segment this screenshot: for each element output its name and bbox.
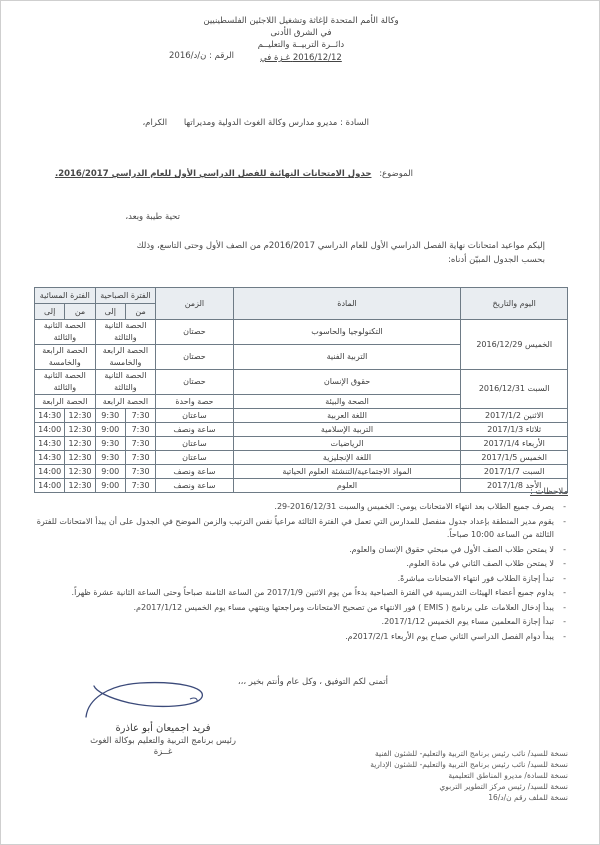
cell-morning-from: 7:30 — [125, 437, 155, 451]
cell-duration: ساعتان — [156, 437, 233, 451]
cell-duration: حصة واحدة — [156, 395, 233, 409]
cell-duration: ساعة ونصف — [156, 465, 233, 479]
cell-morning-slot: الحصة الثانية والثالثة — [95, 370, 156, 395]
header-evening-from: من — [65, 304, 95, 320]
cell-morning-to: 9:30 — [95, 409, 125, 423]
cc-item: نسخة للسيد/ نائب رئيس برنامج التربية والتعليم- للشئون الإدارية — [370, 760, 568, 769]
table-row — [35, 465, 568, 479]
exam-schedule-table-wrapper — [34, 287, 568, 493]
cell-evening-from: 12:30 — [65, 465, 95, 479]
note-text: يبدأ دوام الفصل الدراسي الثاني صباح يوم الأربعاء 2017/2/1م. — [345, 631, 554, 641]
place-date-row — [1, 51, 600, 64]
cell-morning-to: 9:00 — [95, 465, 125, 479]
cell-evening-from: 12:30 — [65, 409, 95, 423]
table-row — [35, 423, 568, 437]
intro-line-2: بحسب الجدول المبيّن أدناه: — [448, 255, 545, 265]
cell-subject: الرياضيات — [233, 437, 461, 451]
reference-value: ن/د/2016 — [169, 51, 207, 61]
greeting-line: تحية طيبة وبعد، — [125, 212, 180, 222]
cell-subject: الصحة والبيئة — [233, 395, 461, 409]
cell-evening-to: 14:30 — [35, 437, 65, 451]
cell-morning-from: 7:30 — [125, 423, 155, 437]
cell-day-date: السبت 2017/1/7 — [461, 465, 568, 479]
bullet-dash-icon: - — [563, 602, 566, 612]
cell-subject: التربية الإسلامية — [233, 423, 461, 437]
signature-block — [55, 677, 271, 757]
cell-day-date: الاثنين 2017/1/2 — [461, 409, 568, 423]
header-subject: المادة — [233, 288, 461, 320]
cell-day-date: الأحد 2017/1/8 — [461, 479, 568, 493]
table-row — [35, 409, 568, 423]
header-evening-period: الفترة المسائية — [35, 288, 96, 304]
department-name: دائــرة التربيــة والتعليــم — [257, 40, 345, 50]
cc-item: نسخة للملف رقم ن/د/16 — [488, 793, 568, 802]
cell-day-date: الأربعاء 2017/1/4 — [461, 437, 568, 451]
bullet-dash-icon: - — [563, 502, 566, 511]
addressee-label: السادة : — [340, 118, 369, 128]
notes-list — [34, 500, 568, 643]
cell-day-date: الخميس 2016/12/29 — [461, 320, 568, 370]
cell-morning-slot: الحصة الثانية والثالثة — [95, 320, 156, 345]
header-morning-period: الفترة الصباحية — [95, 288, 156, 304]
cell-morning-from: 7:30 — [125, 465, 155, 479]
table-header-row-1 — [35, 288, 568, 304]
cc-distribution-list — [288, 748, 568, 803]
bullet-dash-icon: - — [563, 617, 566, 626]
note-item — [34, 572, 568, 586]
bullet-dash-icon: - — [563, 544, 566, 554]
notes-section — [34, 487, 568, 644]
signer-city: غــزة — [153, 747, 173, 757]
cell-duration: حصتان — [156, 320, 233, 345]
cell-evening-to: 14:30 — [35, 409, 65, 423]
note-item — [34, 515, 568, 542]
note-item — [34, 586, 568, 600]
cell-duration: حصتان — [156, 345, 233, 370]
cell-evening-from: 12:30 — [65, 437, 95, 451]
cell-evening-from: 12:30 — [65, 423, 95, 437]
signer-title: رئيس برنامج التربية والتعليم بوكالة الغوث — [90, 736, 236, 746]
intro-line-1: إليكم مواعيد امتحانات نهاية الفصل الدراسي الأول للعام الدراسي 2016/2017م من الصف الأول وحتى التاسع، وذلك — [136, 241, 545, 251]
exam-schedule-table — [34, 287, 568, 493]
subject-value: جدول الامتحانات النهائية للفصل الدراسي الأول للعام الدراسي 2016/2017. — [54, 169, 372, 179]
cell-evening-to: 14:00 — [35, 479, 65, 493]
cell-subject: التربية الفنية — [233, 345, 461, 370]
cell-duration: ساعة ونصف — [156, 479, 233, 493]
cc-item: نسخة للسيد/ نائب رئيس برنامج التربية والتعليم- للشئون الفنية — [375, 749, 568, 758]
cell-evening-from: 12:30 — [65, 451, 95, 465]
notes-title: ملاحظات : — [529, 487, 568, 497]
bullet-dash-icon: - — [563, 516, 566, 526]
place-date-value: 2016/12/12 — [292, 53, 342, 63]
cell-evening-to: 14:30 — [35, 451, 65, 465]
addressee-value: مديرو مدارس وكالة الغوث الدولية ومديراتها — [183, 118, 338, 128]
cell-duration: ساعتان — [156, 451, 233, 465]
handwritten-signature-icon — [78, 677, 248, 721]
cell-morning-to: 9:30 — [95, 437, 125, 451]
table-head — [35, 288, 568, 320]
cell-evening-from: 12:30 — [65, 479, 95, 493]
note-text: يداوم جميع أعضاء الهيئات التدريسية في الفترة الصباحية بدءاً من يوم الاثنين 2017/1/9 من الساعة الثامنة صباحاً وحتى الساعة الثانية عشرة ظهراً. — [71, 588, 554, 597]
note-text: يصرف جميع الطلاب بعد انتهاء الامتحانات يومي: الخميس والسبت 2016/12/31-29. — [274, 502, 554, 511]
note-item — [34, 615, 568, 629]
note-item — [34, 500, 568, 514]
cell-evening-slot: الحصة الثانية والثالثة — [35, 370, 96, 395]
table-row — [35, 437, 568, 451]
bullet-dash-icon: - — [563, 588, 566, 597]
cell-morning-to: 9:30 — [95, 451, 125, 465]
table-row — [35, 320, 568, 345]
signer-name: فريد اجميعان أبو عاذرة — [115, 723, 211, 734]
bullet-dash-icon: - — [563, 573, 566, 583]
note-item — [34, 630, 568, 644]
subject-label: الموضوع: — [379, 169, 413, 179]
note-text: يقوم مدير المنطقة بإعداد جدول منفصل للمدارس التي تعمل في الفترة الثالثة مراعياً نفس الترتيب والزمن الموضح في الجدول على أن يبدأ الامتحانات للفترة الثالثة من الساعة 10:00 صباحاً. — [36, 516, 554, 539]
addressee-honorific: الكرام، — [142, 118, 168, 128]
letter-sheet — [1, 1, 600, 845]
note-text: لا يمتحن طلاب الصف الثاني في مادة العلوم. — [406, 559, 554, 568]
cell-morning-to: 9:00 — [95, 479, 125, 493]
place-date — [260, 52, 342, 64]
cell-morning-from: 7:30 — [125, 409, 155, 423]
cell-evening-to: 14:00 — [35, 465, 65, 479]
closing-line: أتمنى لكم التوفيق ، وكل عام وأنتم بخير ،،، — [237, 677, 388, 687]
bullet-dash-icon: - — [563, 559, 566, 568]
organization-line-1: وكالة الأمم المتحدة لإغاثة وتشغيل اللاجئين الفلسطينيين — [203, 16, 399, 26]
subject-line — [55, 169, 413, 179]
cell-morning-slot: الحصة الرابعة — [95, 395, 156, 409]
reference-number — [169, 51, 234, 61]
cell-evening-slot: الحصة الرابعة — [35, 395, 96, 409]
cell-evening-to: 14:00 — [35, 423, 65, 437]
cell-morning-from: 7:30 — [125, 479, 155, 493]
cell-duration: ساعتان — [156, 409, 233, 423]
cell-duration: حصتان — [156, 370, 233, 395]
table-row — [35, 370, 568, 395]
header-duration: الزمن — [156, 288, 233, 320]
cell-subject: التكنولوجيا والحاسوب — [233, 320, 461, 345]
header-day-date: اليوم والتاريخ — [461, 288, 568, 320]
table-body — [35, 320, 568, 493]
cell-evening-slot: الحصة الثانية والثالثة — [35, 320, 96, 345]
note-item — [34, 543, 568, 557]
cell-day-date: السبت 2016/12/31 — [461, 370, 568, 409]
header-morning-from: من — [125, 304, 155, 320]
bullet-dash-icon: - — [563, 631, 566, 641]
intro-paragraph — [35, 239, 545, 267]
cell-morning-to: 9:00 — [95, 423, 125, 437]
note-text: لا يمتحن طلاب الصف الأول في مبحثي حقوق الإنسان والعلوم. — [349, 544, 554, 554]
cell-morning-from: 7:30 — [125, 451, 155, 465]
cell-duration: ساعة ونصف — [156, 423, 233, 437]
cell-subject: اللغة الإنجليزية — [233, 451, 461, 465]
cell-subject: المواد الاجتماعية/التنشئة العلوم الحياتية — [233, 465, 461, 479]
cell-subject: اللغة العربية — [233, 409, 461, 423]
cell-evening-slot: الحصة الرابعة والخامسة — [35, 345, 96, 370]
cell-day-date: الخميس 2017/1/5 — [461, 451, 568, 465]
cell-morning-slot: الحصة الرابعة والخامسة — [95, 345, 156, 370]
header-evening-to: إلى — [35, 304, 65, 320]
place-date-label: غـزة في — [260, 53, 291, 63]
table-row — [35, 451, 568, 465]
letterhead — [1, 15, 600, 64]
reference-label: الرقم : — [209, 51, 235, 61]
cc-item: نسخة للسيد/ رئيس مركز التطوير التربوي — [439, 782, 568, 791]
note-item — [34, 601, 568, 615]
note-text: يبدأ إدخال العلامات على برنامج ( EMIS ) فور الانتهاء من تصحيح الامتحانات ومراجعتها وينتهي مساء يوم الخميس 2017/1/12م. — [133, 602, 554, 612]
note-text: تبدأ إجازة المعلمين مساء يوم الخميس 2017/1/12. — [381, 617, 554, 626]
cc-item: نسخة للسادة/ مديرو المناطق التعليمية — [448, 771, 568, 780]
organization-line-2: في الشرق الأدنى — [270, 28, 332, 38]
note-text: تبدأ إجازة الطلاب فور انتهاء الامتحانات مباشرةً. — [397, 573, 554, 583]
cell-subject: العلوم — [233, 479, 461, 493]
addressee-line — [142, 118, 369, 128]
cell-subject: حقوق الإنسان — [233, 370, 461, 395]
note-item — [34, 557, 568, 571]
header-morning-to: إلى — [95, 304, 125, 320]
cell-day-date: ثلاثاء 2017/1/3 — [461, 423, 568, 437]
